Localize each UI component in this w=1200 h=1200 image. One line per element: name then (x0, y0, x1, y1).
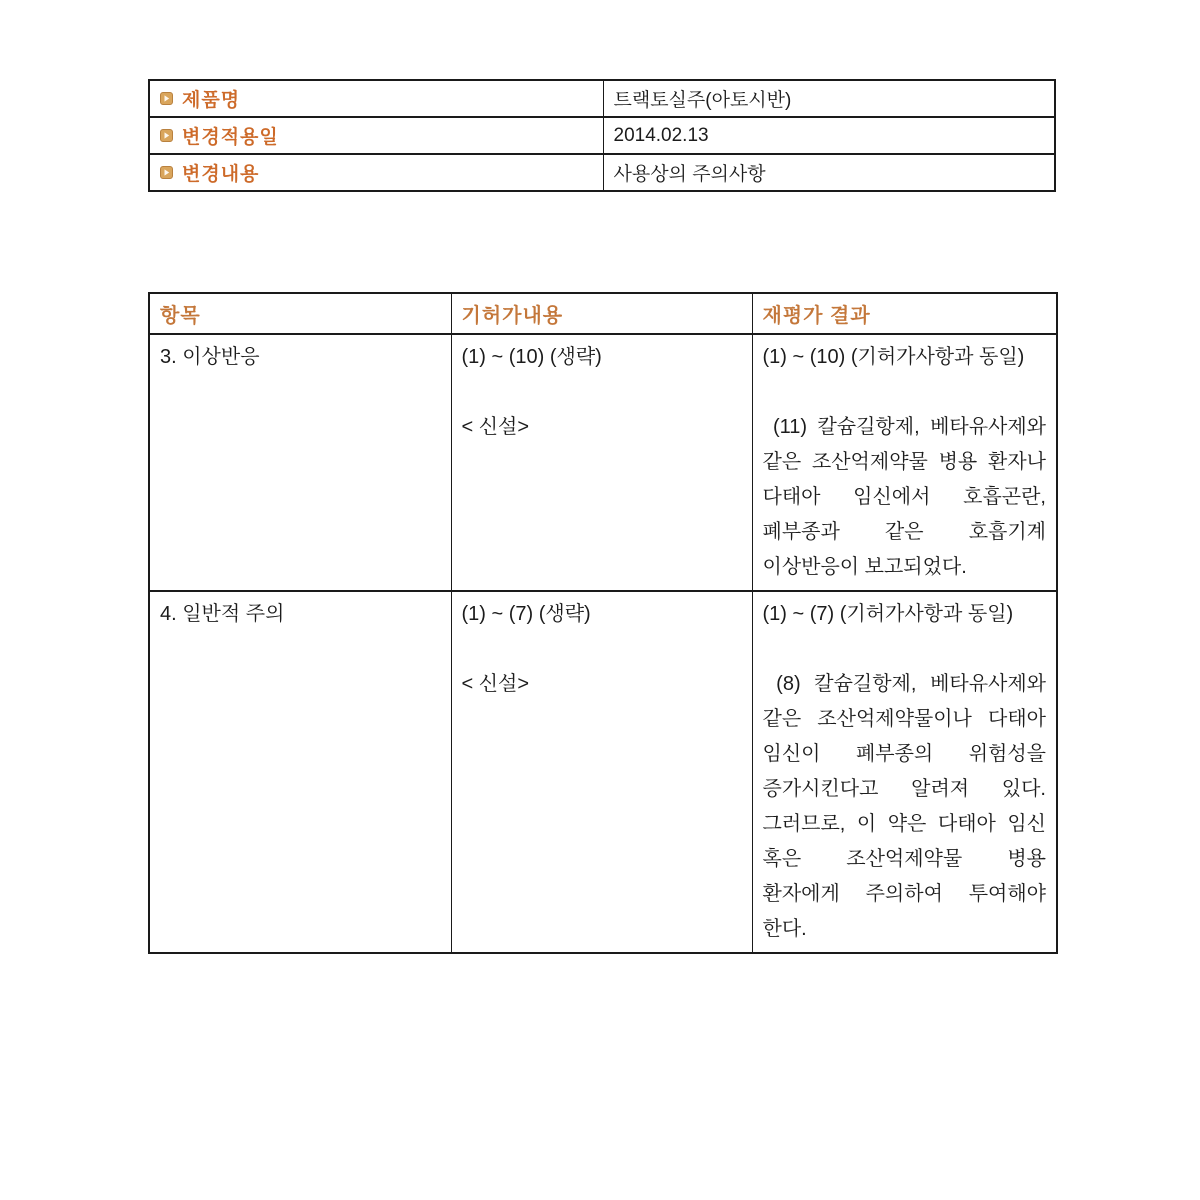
review-row-general-precautions (149, 591, 1057, 953)
info-table (148, 79, 1056, 192)
info-value-change-date: 2014.02.13 (613, 124, 709, 146)
result-paragraph: (11) 칼슘길항제, 베타유사제와 같은 조산억제약물 병용 환자나 다태아 임신에서 호흡곤란, 폐부종과 같은 호흡기계 이상반응이 보고되었다. (762, 416, 1046, 578)
result-paragraph: (8) 칼슘길항제, 베타유사제와 같은 조산억제약물이나 다태아 임신이 폐부종의 위험성을 증가시킨다고 알려져 있다. 그러므로, 이 약은 다태아 임신 혹은 조산억제약물 병용 환자에게 주의하여 투여해야 한다. (762, 673, 1046, 940)
info-value-product-name: 트랙토실주(아토시반) (613, 90, 792, 111)
blank-line (462, 632, 742, 667)
info-label-change-content: 변경내용 (182, 164, 260, 185)
info-label-change-date: 변경적용일 (182, 127, 279, 148)
review-header-approved: 기허가내용 (451, 293, 752, 334)
review-row-adverse-reactions (149, 334, 1057, 591)
bullet-icon (160, 92, 173, 105)
bullet-icon (160, 129, 173, 142)
bullet-icon (160, 166, 173, 179)
review-header-item: 항목 (149, 293, 451, 334)
review-item-label: 3. 이상반응 (160, 346, 260, 368)
review-header-result: 재평가 결과 (752, 293, 1057, 334)
info-row-change-content (149, 154, 1055, 191)
review-header-row (149, 293, 1057, 334)
info-row-change-date (149, 117, 1055, 154)
info-label-product-name: 제품명 (182, 90, 241, 111)
review-item-label: 4. 일반적 주의 (160, 603, 285, 625)
review-table (148, 292, 1058, 954)
result-line: (1) ~ (7) (기허가사항과 동일) (762, 603, 1014, 625)
blank-line (462, 375, 742, 410)
result-line: (1) ~ (10) (기허가사항과 동일) (762, 346, 1025, 368)
info-value-change-content: 사용상의 주의사항 (613, 164, 766, 185)
blank-line (763, 632, 1047, 667)
approved-new-marker: < 신설> (461, 673, 530, 695)
approved-line: (1) ~ (10) (생략) (461, 346, 602, 368)
approved-new-marker: < 신설> (461, 416, 530, 438)
info-row-product-name (149, 80, 1055, 117)
approved-line: (1) ~ (7) (생략) (461, 603, 591, 625)
blank-line (763, 375, 1047, 410)
